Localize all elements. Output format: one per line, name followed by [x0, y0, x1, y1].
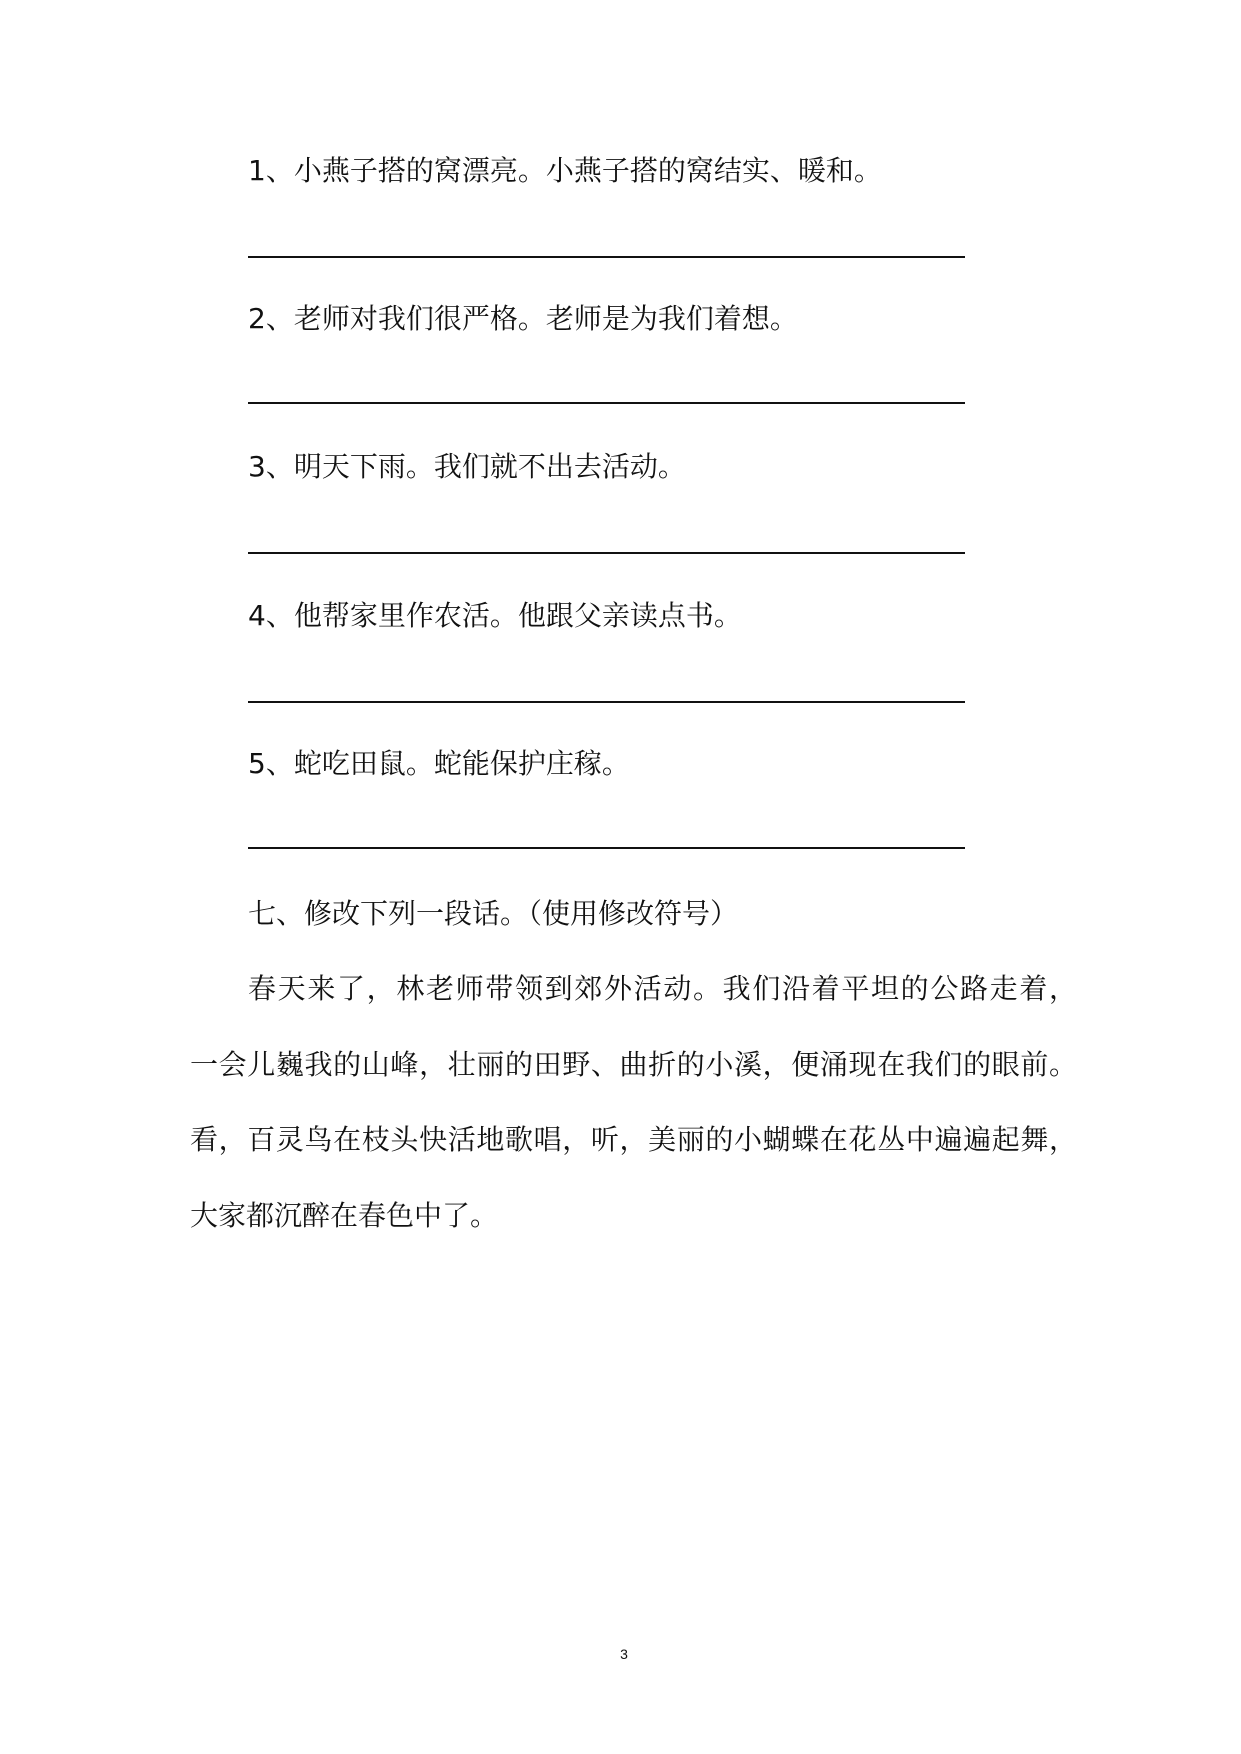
answer-line-3	[248, 552, 965, 554]
exercise-item-3: 3、明天下雨。我们就不出去活动。	[248, 450, 686, 483]
answer-line-2	[248, 402, 965, 404]
paragraph-line-4: 大家都沉醉在春色中了。	[190, 1199, 499, 1232]
page-number: 3	[620, 1646, 628, 1662]
exercise-item-2: 2、老师对我们很严格。老师是为我们着想。	[248, 302, 798, 335]
exercise-item-4: 4、他帮家里作农活。他跟父亲读点书。	[248, 599, 742, 632]
exercise-item-1: 1、小燕子搭的窝漂亮。小燕子搭的窝结实、暖和。	[248, 154, 882, 187]
section-heading: 七、修改下列一段话。（使用修改符号）	[248, 897, 739, 930]
answer-line-4	[248, 701, 965, 703]
exercise-item-5: 5、蛇吃田鼠。蛇能保护庄稼。	[248, 747, 630, 780]
answer-line-1	[248, 256, 965, 258]
paragraph-line-3: 看，百灵鸟在枝头快活地歌唱，听，美丽的小蝴蝶在花丛中遍遍起舞，	[190, 1123, 1077, 1156]
paragraph-line-1: 春天来了，林老师带领到郊外活动。我们沿着平坦的公路走着，	[248, 972, 1077, 1005]
paragraph-line-2: 一会儿巍我的山峰，壮丽的田野、曲折的小溪，便涌现在我们的眼前。	[190, 1048, 1077, 1081]
answer-line-5	[248, 847, 965, 849]
